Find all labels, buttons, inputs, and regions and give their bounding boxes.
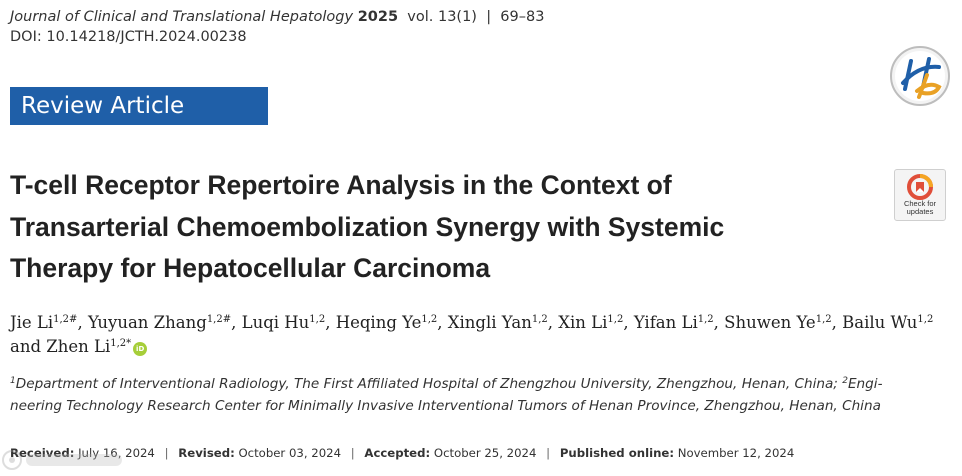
received-label: Received:: [10, 446, 75, 460]
author-affiliation-sup: 1,2#: [53, 314, 78, 325]
article-title: [10, 165, 870, 290]
author-separator: ,: [623, 313, 634, 332]
author-name: Heqing Ye: [335, 313, 422, 332]
check-for-updates-icon: [907, 174, 933, 200]
affiliation-text: Department of Interventional Radiology, The First Affiliated Hospital of Zhengzhou University, Zhengzhou, Henan, China;: [15, 376, 843, 392]
revised-date: October 03, 2024: [238, 446, 342, 460]
journal-separator: |: [486, 9, 492, 25]
journal-citation-line: [10, 9, 544, 25]
revised-label: Revised:: [178, 446, 235, 460]
date-separator: |: [350, 446, 355, 460]
date-separator: |: [164, 446, 169, 460]
author-name: Jie Li: [10, 313, 54, 332]
title-line: Therapy for Hepatocellular Carcinoma: [10, 253, 491, 283]
check-for-updates-label: Check for: [903, 199, 937, 208]
title-line: Transarterial Chemoembolization Synergy with Systemic: [10, 211, 725, 242]
journal-name: Journal of Clinical and Translational Hepatology: [10, 9, 354, 25]
author-name: Luqi Hu: [241, 313, 310, 332]
author-separator: ,: [437, 313, 448, 332]
journal-logo-icon: [889, 45, 951, 107]
journal-year: 2025: [357, 9, 399, 25]
author-affiliation-sup: 1,2: [697, 314, 714, 325]
author-name: Xingli Yan: [447, 313, 532, 332]
watermark-logo-icon: [0, 448, 128, 472]
author-name: Yifan Li: [633, 313, 698, 332]
affiliation-marker: 2: [842, 376, 848, 386]
author-conjunction: and: [10, 337, 47, 356]
author-name: Xin Li: [558, 313, 608, 332]
check-for-updates-badge[interactable]: [894, 169, 946, 221]
author-separator: ,: [831, 313, 843, 332]
orcid-icon[interactable]: iD: [133, 342, 147, 356]
author-name: Yuyuan Zhang: [87, 313, 207, 332]
affiliation-line: [10, 374, 955, 396]
author-separator: ,: [547, 313, 559, 332]
author-name: Zhen Li: [46, 337, 111, 356]
author-affiliation-sup: 1,2: [531, 314, 548, 325]
author-affiliation-sup: 1,2#: [206, 314, 232, 325]
affiliation-line: neering Technology Research Center for Minimally Invasive Interventional Tumors of Henan Province, Zhengzhou, Henan, China: [10, 397, 881, 414]
author-name: Shuwen Ye: [724, 313, 816, 332]
author-separator: ,: [713, 313, 725, 332]
accepted-label: Accepted:: [364, 446, 431, 460]
title-line: T-cell Receptor Repertoire Analysis in the Context of: [10, 170, 672, 200]
doi[interactable]: DOI: 10.14218/JCTH.2024.00238: [10, 29, 247, 45]
affiliations: [10, 374, 955, 417]
affiliation-marker: 1: [10, 376, 16, 386]
check-for-updates-label: updates: [906, 207, 934, 216]
author-separator: ,: [231, 313, 242, 332]
author-affiliation-sup: 1,2: [815, 314, 832, 325]
journal-pages: 69–83: [500, 9, 545, 25]
author-line: [10, 311, 955, 335]
article-type-banner: Review Article: [10, 87, 268, 125]
author-affiliation-sup: 1,2: [309, 314, 326, 325]
author-separator: ,: [325, 313, 336, 332]
author-affiliation-sup: 1,2: [917, 314, 934, 325]
accepted-date: October 25, 2024: [433, 446, 537, 460]
affiliation-text: Engi-: [847, 376, 883, 392]
author-affiliation-sup: 1,2: [607, 314, 624, 325]
author-name: Bailu Wu: [842, 313, 918, 332]
published-label: Published online:: [559, 446, 674, 460]
date-separator: |: [546, 446, 551, 460]
author-affiliation-sup: 1,2: [421, 314, 438, 325]
published-date: November 12, 2024: [677, 446, 795, 460]
journal-volume: vol. 13(1): [407, 9, 477, 25]
author-line: [10, 335, 955, 359]
author-separator: ,: [77, 313, 88, 332]
author-affiliation-sup: 1,2*: [110, 338, 132, 349]
received-date: July 16, 2024: [78, 446, 155, 460]
author-list: [10, 311, 955, 359]
